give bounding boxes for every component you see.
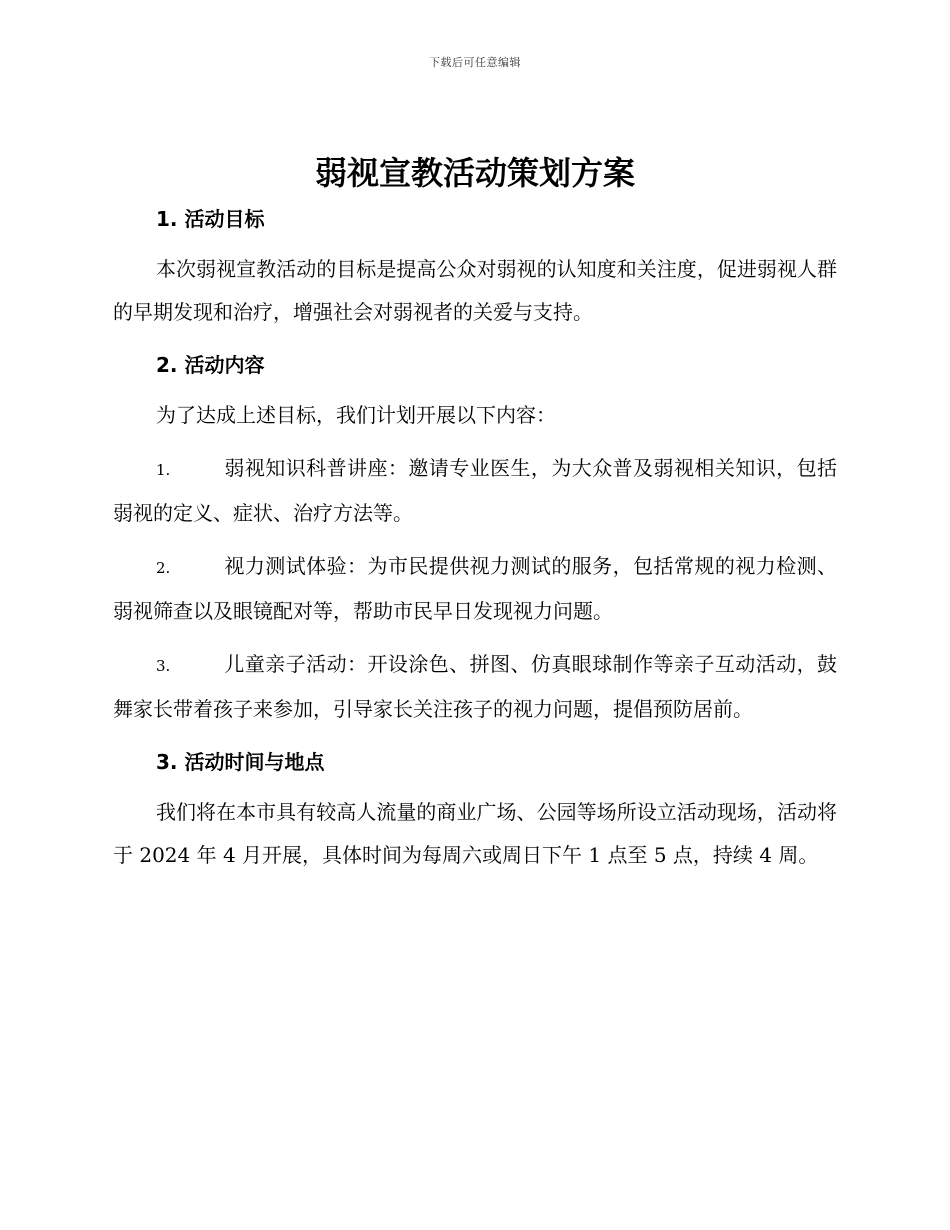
list-item: [113, 447, 837, 535]
list-item-number: 3.: [156, 657, 171, 675]
page-header: 下载后可任意编辑: [429, 56, 521, 69]
list-item-text: 视力测试体验：为市民提供视力测试的服务，包括常规的视力检测、弱视筛查以及眼镜配对等，帮助市民早日发现视力问题。: [113, 554, 837, 623]
section-heading: 1. 活动目标: [156, 207, 265, 231]
list-item-text: 弱视知识科普讲座：邀请专业医生，为大众普及弱视相关知识，包括弱视的定义、症状、治疗方法等。: [113, 456, 837, 525]
section-heading: 2. 活动内容: [156, 353, 265, 377]
list-item: [113, 643, 837, 731]
document-title: 弱视宣教活动策划方案: [314, 154, 635, 192]
list-item: [113, 545, 837, 633]
section-time-location: [113, 743, 837, 877]
document-body: [113, 200, 837, 877]
paragraph: 为了达成上述目标，我们计划开展以下内容：: [156, 403, 556, 427]
section-heading: 3. 活动时间与地点: [156, 750, 325, 774]
paragraph: 我们将在本市具有较高人流量的商业广场、公园等场所设立活动现场，活动将于 2024 年 4 月开展，具体时间为每周六或周日下午 1 点至 5 点，持续 4 周。: [113, 800, 837, 867]
section-objective: [113, 200, 837, 334]
paragraph: 本次弱视宣教活动的目标是提高公众对弱视的认知度和关注度，促进弱视人群的早期发现和治疗，增强社会对弱视者的关爱与支持。: [113, 257, 837, 324]
section-content: [113, 346, 837, 731]
list-item-text: 儿童亲子活动：开设涂色、拼图、仿真眼球制作等亲子互动活动，鼓舞家长带着孩子来参加，引导家长关注孩子的视力问题，提倡预防居前。: [113, 652, 837, 721]
list-item-number: 2.: [156, 559, 171, 577]
list-item-number: 1.: [156, 461, 171, 479]
